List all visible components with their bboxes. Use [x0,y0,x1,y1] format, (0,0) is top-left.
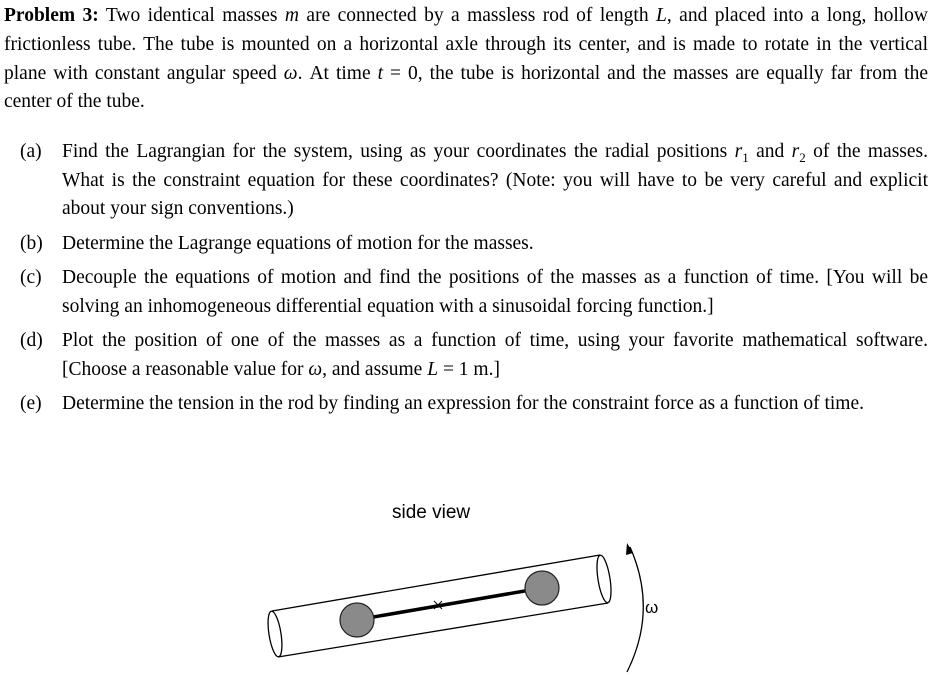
tube-figure [260,535,680,675]
part-math: r [791,141,800,162]
part-label: (d) [20,330,43,351]
part-text: of the masses. What is the constraint equation for these coordinates? (Note: you will have to be very careful and explicit about your sign conventions.) [62,141,929,219]
intro-text: , and placed into a long, hollow frictionless tube. The tube is mounted on a horizontal axle through its center, and is made to rotate in the vertical plane with constant angular speed [4,5,929,84]
tube-right-end [594,554,613,603]
part-text: and [748,141,792,162]
part-text: , and assume [322,358,428,380]
part-text: Plot the position of one of the masses as a function of time, using your favorite mathematical software. [Choose a reasonable value for [62,330,928,380]
problem-part [20,264,928,321]
intro-math: m [284,5,299,26]
part-text: = 1 m.] [438,358,500,380]
part-math: ω [308,358,323,380]
problem-part [20,230,928,259]
mass-left [340,603,374,637]
mass-right [525,571,559,605]
part-body [62,393,864,414]
part-body [62,141,928,219]
part-text: Determine the tension in the rod by finding an expression for the constraint force as a function of time. [62,393,864,414]
part-math: L [427,358,439,380]
part-text: Find the Lagrangian for the system, using as your coordinates the radial positions [62,141,735,162]
intro-math: ω [283,62,298,84]
problem-part [20,138,928,224]
omega-label: ω [645,598,659,617]
part-body [62,330,928,380]
part-subscript: 2 [799,149,806,165]
intro-math: t [377,62,384,84]
intro-text: . At time [297,62,378,84]
intro-math: L [656,5,667,26]
part-math: r [734,141,743,162]
intro-text: are connected by a massless rod of length [299,5,657,26]
problem-intro-text [4,5,928,112]
part-subscript: 1 [742,149,749,165]
tube-left-end [265,610,284,657]
problem-part [20,390,928,419]
rotation-arrow [627,547,643,672]
problem-intro [4,2,928,117]
part-text: Determine the Lagrange equations of motion for the masses. [62,232,534,254]
part-text: Decouple the equations of motion and find the positions of the masses as a function of time. [You will be solving an inhomogeneous differential equation with a sinusoidal forcing function.] [62,267,928,317]
rotation-arrowhead-icon [626,543,633,555]
tube-bottom-edge [278,603,608,657]
problem-title: Problem 3: [4,5,99,26]
intro-text: Two identical masses [105,5,285,26]
figure-caption: side view [392,502,471,523]
part-label: (c) [20,267,42,288]
intro-text: = 0, the tube is horizontal and the masses are equally far from the center of the tube. [4,62,928,113]
part-label: (e) [20,393,42,414]
part-label: (a) [20,141,42,162]
part-body [62,267,928,317]
rod [356,588,542,620]
problem-parts [20,138,928,419]
part-label: (b) [20,232,43,254]
part-body [62,233,534,254]
problem-part [20,327,928,384]
